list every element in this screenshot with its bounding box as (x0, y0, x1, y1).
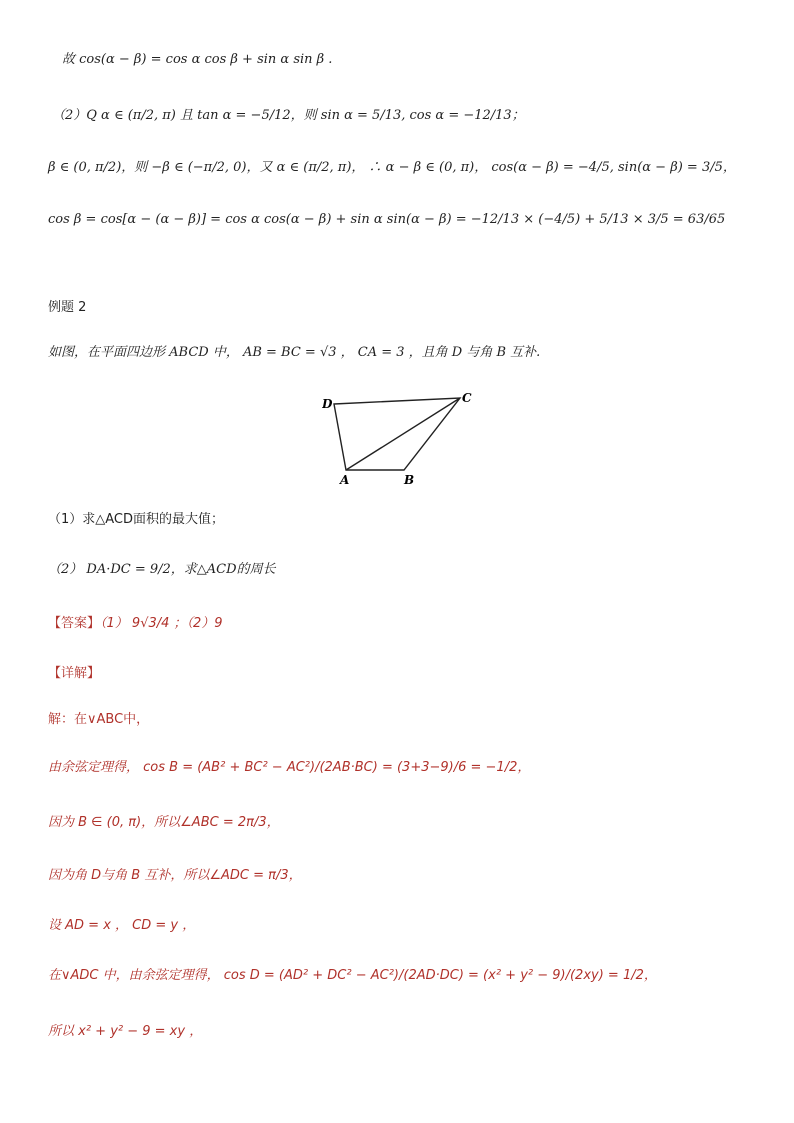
example-title: 例题 2 (48, 300, 87, 315)
line-part2-given: （2）Q α ∈ (π/2, π) 且 tan α = −5/12，则 sin α = 5/13, cos α = −12/13； (52, 108, 525, 123)
vertex-label-b: B (404, 473, 415, 487)
quadrilateral-figure (322, 388, 482, 488)
answer-tag: 【答案】 (48, 616, 101, 631)
line-result: 所以 x² + y² − 9 = xy ， (48, 1024, 203, 1039)
vertex-label-c: C (462, 391, 472, 405)
line-angle-adc: 因为角 D与角 B 互补，所以∠ADC = π/3， (48, 868, 302, 883)
line-cos-b: 由余弦定理得， cos B = (AB² + BC² − AC²)/(2AB·BC) = (3+3−9)/6 = −1/2， (48, 760, 531, 775)
vertex-label-d: D (322, 397, 333, 411)
question-2: （2） DA·DC = 9/2，求△ACD的周长 (48, 562, 276, 577)
quadrilateral-abcd (334, 398, 460, 470)
line-cos-beta: cos β = cos[α − (α − β)] = cos α cos(α − β) + sin α sin(α − β) = −12/13 × (−4/5) + 5/13 × 3/5 = 63/65 (48, 212, 726, 227)
detail-tag: 【详解】 (48, 666, 101, 681)
line-angle-abc: 因为 B ∈ (0, π)，所以∠ABC = 2π/3， (48, 815, 280, 830)
line-cos-d: 在∨ADC 中，由余弦定理得， cos D = (AD² + DC² − AC²)/(2AD·DC) = (x² + y² − 9)/(2xy) = 1/2， (48, 968, 657, 983)
diagonal-ac (346, 398, 460, 470)
answer-line: 【答案】（1） 9√3/4 ；（2）9 (48, 616, 223, 631)
line-beta-range: β ∈ (0, π/2)，则 −β ∈ (−π/2, 0)，又 α ∈ (π/2, π)， ∴ α − β ∈ (0, π)， cos(α − β) = −4/5, sin(α − β) = 3/5， (48, 160, 736, 175)
solution-intro: 解：在∨ABC中， (48, 712, 150, 727)
question-1: （1）求△ACD面积的最大值； (48, 512, 225, 527)
problem-statement: 如图，在平面四边形 ABCD 中， AB = BC = √3 ， CA = 3 ，且角 D 与角 B 互补. (48, 345, 541, 360)
line-set-variables: 设 AD = x ， CD = y ， (48, 918, 196, 933)
vertex-label-a: A (340, 473, 350, 487)
line-conclusion: 故 cos(α − β) = cos α cos β + sin α sin β . (62, 52, 333, 67)
